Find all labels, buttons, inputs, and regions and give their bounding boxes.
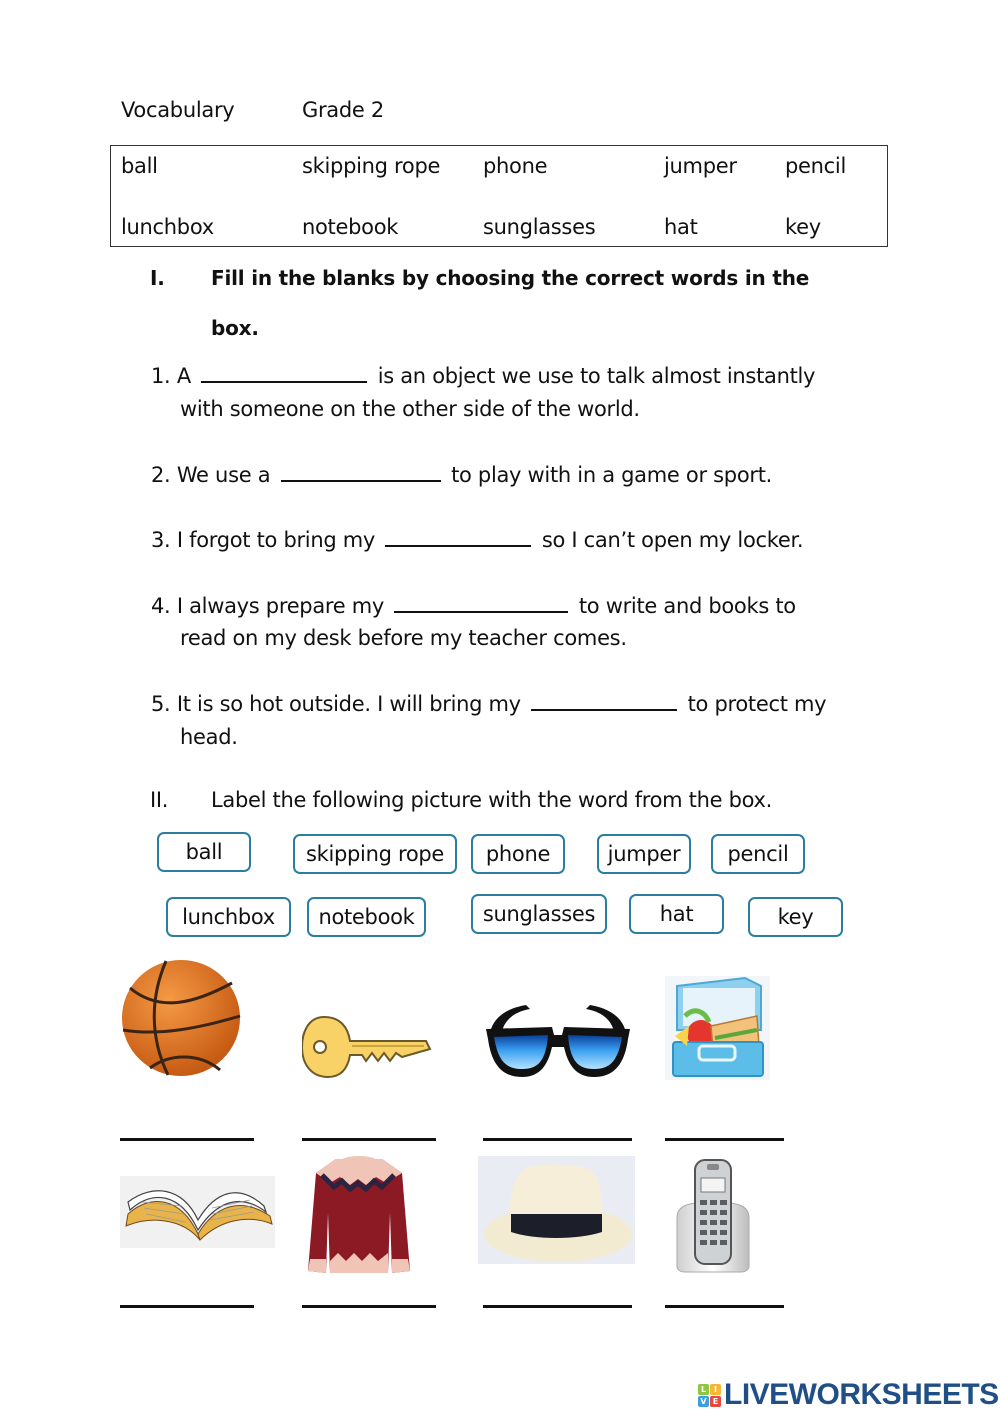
label-answer-line[interactable]	[302, 1138, 436, 1141]
key-image	[302, 1015, 432, 1080]
word-chip-skipping-rope[interactable]: skipping rope	[293, 834, 457, 874]
question-text-before: It is so hot outside. I will bring my	[176, 692, 521, 716]
label-answer-line[interactable]	[120, 1305, 254, 1308]
label-answer-line[interactable]	[665, 1138, 784, 1141]
hat-image	[478, 1156, 635, 1264]
word-chip-lunchbox[interactable]: lunchbox	[166, 897, 291, 937]
question-5-line2: head.	[180, 725, 238, 749]
vocab-word: notebook	[302, 215, 399, 239]
basketball-image	[120, 958, 242, 1078]
question-text-after: so I can’t open my locker.	[541, 528, 804, 552]
section-1-instruction: Fill in the blanks by choosing the correct words in the	[211, 266, 810, 290]
question-1-line2: with someone on the other side of the world.	[180, 397, 640, 421]
question-text-before: I forgot to bring my	[176, 528, 376, 552]
question-4-line2: read on my desk before my teacher comes.	[180, 626, 627, 650]
logo-icon	[698, 1384, 721, 1407]
question-number: 2.	[151, 463, 171, 487]
vocab-word: lunchbox	[121, 215, 214, 239]
logo-letter: E	[710, 1396, 721, 1407]
answer-blank-5[interactable]	[531, 693, 677, 711]
logo-letter: V	[698, 1396, 709, 1407]
vocab-word: ball	[121, 154, 158, 178]
question-text-after: is an object we use to talk almost instantly	[377, 364, 816, 388]
question-number: 5.	[151, 692, 171, 716]
notebook-image	[120, 1176, 275, 1248]
word-chip-sunglasses[interactable]: sunglasses	[471, 894, 607, 934]
label-answer-line[interactable]	[302, 1305, 436, 1308]
label-answer-line[interactable]	[120, 1138, 254, 1141]
label-answer-line[interactable]	[483, 1305, 632, 1308]
jumper-image	[306, 1153, 412, 1276]
question-text-after: to play with in a game or sport.	[451, 463, 773, 487]
label-answer-line[interactable]	[483, 1138, 632, 1141]
label-answer-line[interactable]	[665, 1305, 784, 1308]
word-chip-notebook[interactable]: notebook	[307, 897, 426, 937]
question-2	[151, 463, 772, 487]
word-chip-key[interactable]: key	[748, 897, 843, 937]
answer-blank-3[interactable]	[385, 529, 531, 547]
answer-blank-2[interactable]	[281, 464, 441, 482]
question-1	[151, 364, 815, 388]
question-number: 4.	[151, 594, 171, 618]
vocab-word: hat	[664, 215, 698, 239]
answer-blank-4[interactable]	[394, 595, 568, 613]
phone-image	[673, 1158, 753, 1274]
word-chip-pencil[interactable]: pencil	[711, 834, 805, 874]
vocab-word: key	[785, 215, 821, 239]
question-text-before: A	[176, 364, 191, 388]
worksheet-title: Vocabulary	[121, 98, 235, 122]
section-1-instruction-cont: box.	[211, 316, 259, 340]
question-text-before: We use a	[176, 463, 271, 487]
vocab-word: skipping rope	[302, 154, 441, 178]
vocabulary-box	[110, 145, 888, 247]
logo-letter: I	[710, 1384, 721, 1395]
vocab-word: jumper	[664, 154, 737, 178]
grade-label: Grade 2	[302, 98, 384, 122]
vocab-word: pencil	[785, 154, 846, 178]
question-number: 3.	[151, 528, 171, 552]
question-3	[151, 528, 803, 552]
question-text-before: I always prepare my	[176, 594, 385, 618]
vocab-word: sunglasses	[483, 215, 596, 239]
vocab-word: phone	[483, 154, 548, 178]
question-number: 1.	[151, 364, 171, 388]
section-2-instruction: Label the following picture with the word from the box.	[211, 788, 773, 812]
lunchbox-image	[665, 976, 770, 1080]
word-chip-phone[interactable]: phone	[471, 834, 565, 874]
word-chip-ball[interactable]: ball	[157, 832, 251, 872]
liveworksheets-logo	[698, 1378, 999, 1412]
section-2-numeral: II.	[150, 788, 169, 812]
word-chip-jumper[interactable]: jumper	[597, 834, 691, 874]
word-chip-hat[interactable]: hat	[629, 894, 724, 934]
answer-blank-1[interactable]	[201, 365, 367, 383]
logo-letter: L	[698, 1384, 709, 1395]
section-1-numeral: I.	[150, 266, 165, 290]
logo-text: LIVEWORKSHEETS	[724, 1378, 999, 1411]
question-text-after: to write and books to	[578, 594, 796, 618]
question-5	[151, 692, 826, 716]
question-4	[151, 594, 796, 618]
sunglasses-image	[484, 1003, 632, 1079]
question-text-after: to protect my	[687, 692, 827, 716]
